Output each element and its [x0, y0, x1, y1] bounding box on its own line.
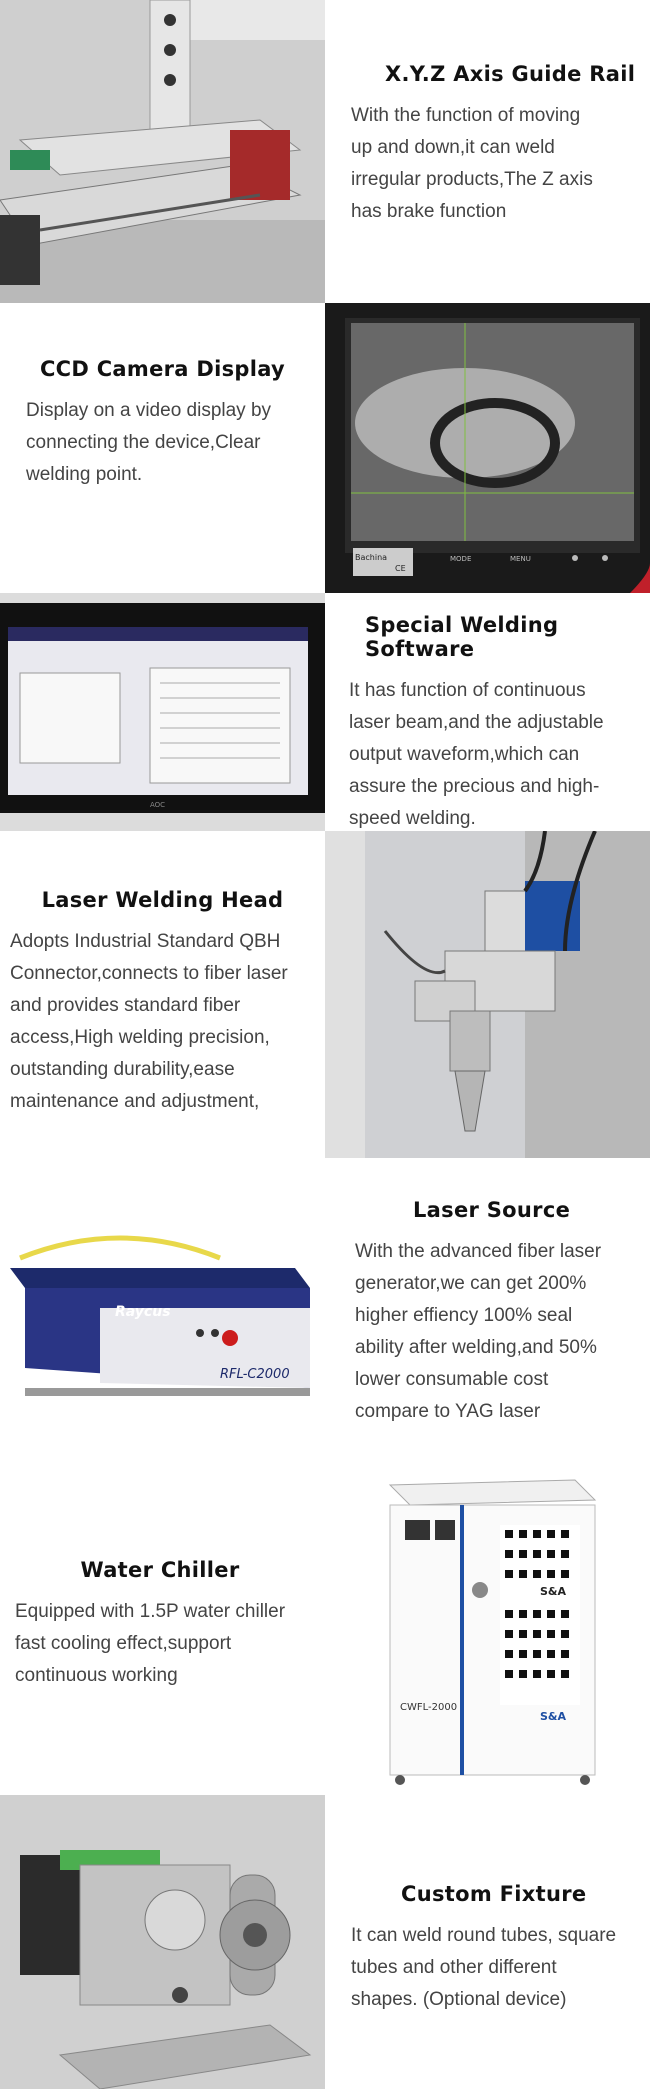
laser-head-photo [325, 831, 650, 1158]
xyz-axis-photo [0, 0, 325, 303]
section-xyz-axis [0, 0, 650, 303]
section-description: Display on a video display by connecting the device,Clear welding point. [26, 400, 272, 485]
section-laser-source [0, 1158, 650, 1460]
laser-source-photo [0, 1158, 325, 1460]
section-water-chiller [0, 1460, 650, 1795]
section-custom-fixture [0, 1795, 650, 2089]
section-title: CCD Camera Display [39, 357, 286, 381]
section-title: Special Welding Software [365, 613, 559, 661]
section-laser-head [0, 831, 650, 1158]
svg-text:S&A: S&A [540, 1585, 567, 1598]
section-welding-software [0, 593, 650, 831]
section-title: Laser Source [413, 1198, 571, 1222]
svg-text:AOC: AOC [150, 801, 166, 809]
svg-text:MENU: MENU [510, 555, 531, 563]
section-description: It can weld round tubes, square tubes and other different shapes. (Optional device) [351, 1925, 617, 2010]
svg-text:MODE: MODE [450, 555, 472, 563]
section-description: With the advanced fiber laser generator,we can get 200% higher effiency 100% seal ability after welding,and 50% lower consumable cost compare to YAG laser [355, 1241, 602, 1422]
svg-text:CE: CE [395, 564, 406, 573]
section-description: Adopts Industrial Standard QBH Connector,connects to fiber laser and provides standard fiber access,High welding precision, outstanding durability,ease maintenance and adjustment, [10, 931, 288, 1112]
section-description: Equipped with 1.5P water chiller fast cooling effect,support continuous working [15, 1601, 286, 1686]
svg-text:RFL-C2000: RFL-C2000 [220, 1367, 290, 1382]
section-title: Water Chiller [80, 1558, 240, 1582]
section-title: Laser Welding Head [41, 888, 284, 912]
custom-fixture-photo [0, 1795, 325, 2089]
svg-text:Bachina: Bachina [355, 553, 388, 562]
section-title: X.Y.Z Axis Guide Rail [385, 62, 636, 86]
ccd-monitor-photo [325, 303, 650, 593]
section-title: Custom Fixture [401, 1882, 587, 1906]
svg-text:S&A: S&A [540, 1710, 567, 1723]
water-chiller-photo [325, 1460, 650, 1795]
section-description: With the function of moving up and down,it can weld irregular products,The Z axis has brake function [351, 105, 593, 222]
software-monitor-photo [0, 593, 325, 831]
svg-text:Raycus: Raycus [115, 1304, 171, 1320]
section-description: It has function of continuous laser beam,and the adjustable output waveform,which can assure the precious and high- speed welding. [349, 680, 604, 829]
section-ccd-camera [0, 303, 650, 593]
svg-text:CWFL-2000: CWFL-2000 [400, 1702, 458, 1713]
